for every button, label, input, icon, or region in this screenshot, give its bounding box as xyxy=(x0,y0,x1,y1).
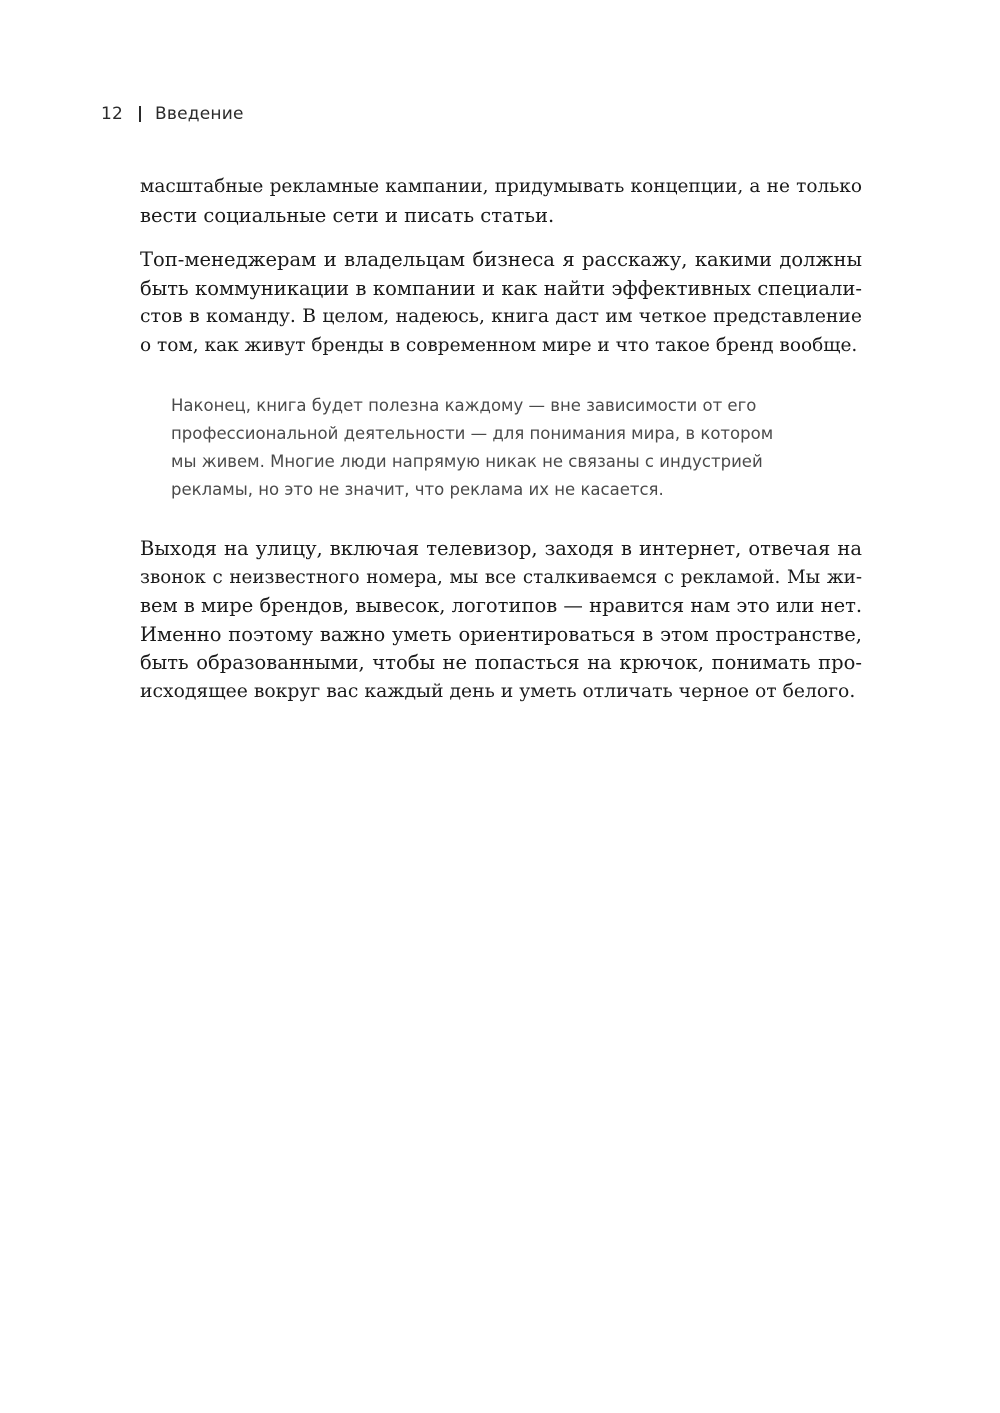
callout-line: Наконец, книга будет полезна каждому — вне зависимости от его xyxy=(171,396,757,415)
callout-line: мы живем. Многие люди напрямую никак не связаны с индустрией xyxy=(171,452,763,471)
text-line: быть коммуникации в компании и как найти эффективных специали- xyxy=(140,276,862,300)
text-line: звонок с неизвестного номера, мы все сталкиваемся с рекламой. Мы жи- xyxy=(140,566,862,588)
text-line: масштабные рекламные кампании, придумывать концепции, а не только xyxy=(140,176,862,197)
text-line: вем в мире брендов, вывесок, логотипов — нравится нам это или нет. xyxy=(140,594,863,617)
text-line: быть образованными, чтобы не попасться на крючок, понимать про- xyxy=(140,651,862,674)
text-line: Именно поэтому важно уметь ориентироваться в этом пространстве, xyxy=(140,622,862,646)
text-line: вести социальные сети и писать статьи. xyxy=(140,203,555,227)
text-line: исходящее вокруг вас каждый день и уметь отличать черное от белого. xyxy=(140,680,856,702)
text-line: о том, как живут бренды в современном мире и что такое бренд вообще. xyxy=(140,334,858,356)
text-line: стов в команду. В целом, надеюсь, книга даст им четкое представление xyxy=(140,306,862,327)
paragraph-2 xyxy=(140,246,862,360)
running-head xyxy=(101,101,244,127)
callout-line: профессиональной деятельности — для понимания мира, в котором xyxy=(171,424,774,443)
header-separator xyxy=(139,106,141,122)
section-title: Введение xyxy=(155,104,244,124)
text-line: Топ-менеджерам и владельцам бизнеса я расскажу, какими должны xyxy=(140,248,862,271)
paragraph-1 xyxy=(140,173,862,230)
callout-quote xyxy=(171,392,831,504)
callout-line: рекламы, но это не значит, что реклама их не касается. xyxy=(171,480,664,499)
text-line: Выходя на улицу, включая телевизор, заходя в интернет, отвечая на xyxy=(140,537,862,560)
page-number: 12 xyxy=(101,104,124,124)
paragraph-4 xyxy=(140,535,862,706)
